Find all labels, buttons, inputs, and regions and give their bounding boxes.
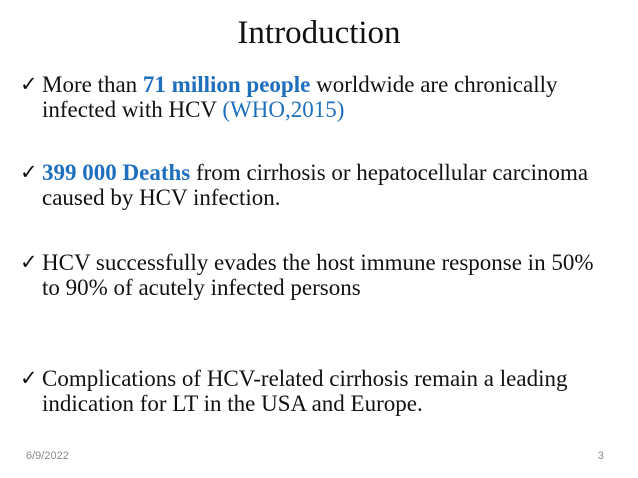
bullet-item-3 — [20, 250, 602, 300]
bullet-text: worldwide are chronically infected with HCV — [42, 72, 558, 122]
slide-title: Introduction — [237, 15, 401, 51]
checkmark-icon: ✓ — [20, 72, 38, 96]
highlight-statistic: 71 million people — [142, 72, 311, 97]
bullet-text: Complications of HCV-related cirrhosis remain a leading indication for LT in the USA and Europe. — [42, 366, 568, 416]
bullet-item-4 — [20, 366, 602, 416]
slide-number: 3 — [597, 450, 604, 462]
bullet-item-2 — [20, 160, 602, 210]
checkmark-icon: ✓ — [20, 366, 38, 390]
bullet-item-1 — [20, 72, 602, 122]
highlight-statistic: 399 000 Deaths — [42, 160, 191, 185]
checkmark-icon: ✓ — [20, 160, 38, 184]
bullet-text: More than — [42, 72, 143, 97]
checkmark-icon: ✓ — [20, 250, 38, 274]
bullet-text: HCV successfully evades the host immune response in 50% to 90% of acutely infected persons — [42, 250, 594, 300]
footer-date: 6/9/2022 — [26, 450, 69, 462]
bullet-text: from cirrhosis or hepatocellular carcinoma caused by HCV infection. — [42, 160, 589, 210]
citation: (WHO,2015) — [222, 97, 345, 122]
